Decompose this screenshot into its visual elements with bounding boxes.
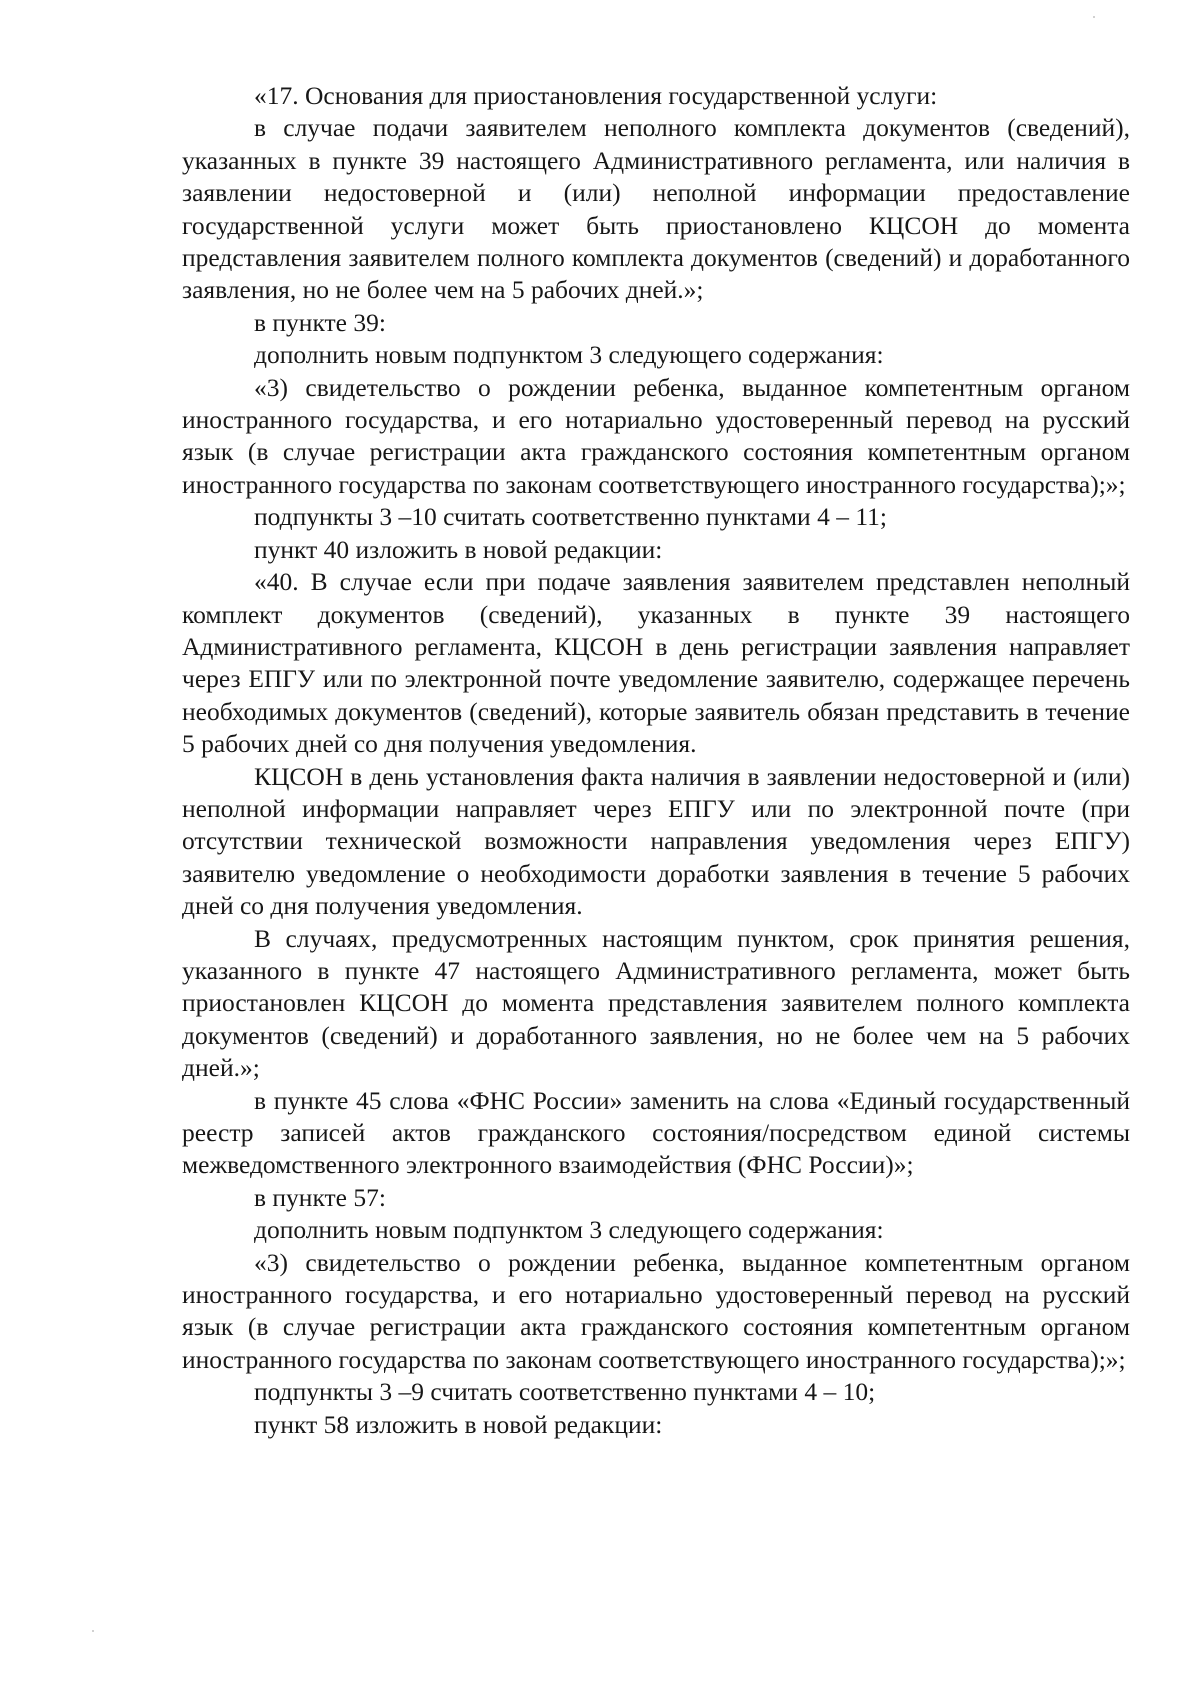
scan-speck <box>1093 16 1095 18</box>
paragraph-add-subpoint-3: дополнить новым подпунктом 3 следующего содержания: <box>254 340 884 370</box>
document-body <box>182 80 1130 1441</box>
paragraph-kcson-notice: КЦСОН в день установления факта наличия в заявлении недостоверной и (или) неполной информации направляет через ЕПГУ или по электронной почте (при отсутствии технической возможности направления уведомления через ЕПГУ) заявителю уведомление о необходимости доработки заявления в течение 5 рабочих дней со дня получения уведомления. <box>182 761 1130 921</box>
paragraph-point-58: пункт 58 изложить в новой редакции: <box>254 1409 663 1439</box>
paragraph-suspension: В случаях, предусмотренных настоящим пунктом, срок принятия решения, указанного в пункте 47 настоящего Административного регламента, может быть приостановлен КЦСОН до момента представления заявителем полного комплекта документов (сведений) и доработанного заявления, но не более чем на 5 рабочих дней.»; <box>182 923 1130 1083</box>
paragraph-17-heading: «17. Основания для приостановления государственной услуги: <box>254 81 938 110</box>
paragraph-renumber-3-10: подпункты 3 –10 считать соответственно пунктами 4 – 11; <box>254 502 887 532</box>
paragraph-point-45: в пункте 45 слова «ФНС России» заменить на слова «Единый государственный реестр записей актов гражданского состояния/посредством единой системы межведомственного электронного взаимодействия (ФНС России)»; <box>182 1085 1130 1180</box>
paragraph-subpoint-3-text: «3) свидетельство о рождении ребенка, выданное компетентным органом иностранного государства, и его нотариально удостоверенный перевод на русский язык (в случае регистрации акта гражданского состояния компетентным органом иностранного государства по законам соответствующего иностранного государства);»; <box>182 372 1130 499</box>
paragraph-point-57: в пункте 57: <box>254 1182 386 1212</box>
paragraph-add-subpoint-3-57: дополнить новым подпунктом 3 следующего содержания: <box>254 1215 884 1245</box>
paragraph-point-40: пункт 40 изложить в новой редакции: <box>254 534 663 564</box>
scan-speck <box>92 1630 94 1632</box>
paragraph-17-text: в случае подачи заявителем неполного комплекта документов (сведений), указанных в пункте 39 настоящего Административного регламента, или наличия в заявлении недостоверной и (или) неполной информации предоставление государственной услуги может быть приостановлено КЦСОН до момента представления заявителем полного комплекта документов (сведений) и доработанного заявления, но не более чем на 5 рабочих дней.»; <box>182 113 1130 305</box>
paragraph-subpoint-3-text-57: «3) свидетельство о рождении ребенка, выданное компетентным органом иностранного государства, и его нотариально удостоверенный перевод на русский язык (в случае регистрации акта гражданского состояния компетентным органом иностранного государства по законам соответствующего иностранного государства);»; <box>182 1247 1130 1374</box>
paragraph-40-text: «40. В случае если при подаче заявления заявителем представлен неполный комплект документов (сведений), указанных в пункте 39 настоящего Административного регламента, КЦСОН в день регистрации заявления направляет через ЕПГУ или по электронной почте уведомление заявителю, содержащее перечень необходимых документов (сведений), которые заявитель обязан представить в течение 5 рабочих дней со дня получения уведомления. <box>182 567 1130 759</box>
paragraph-point-39: в пункте 39: <box>254 307 386 337</box>
paragraph-renumber-3-9: подпункты 3 –9 считать соответственно пунктами 4 – 10; <box>254 1377 876 1407</box>
